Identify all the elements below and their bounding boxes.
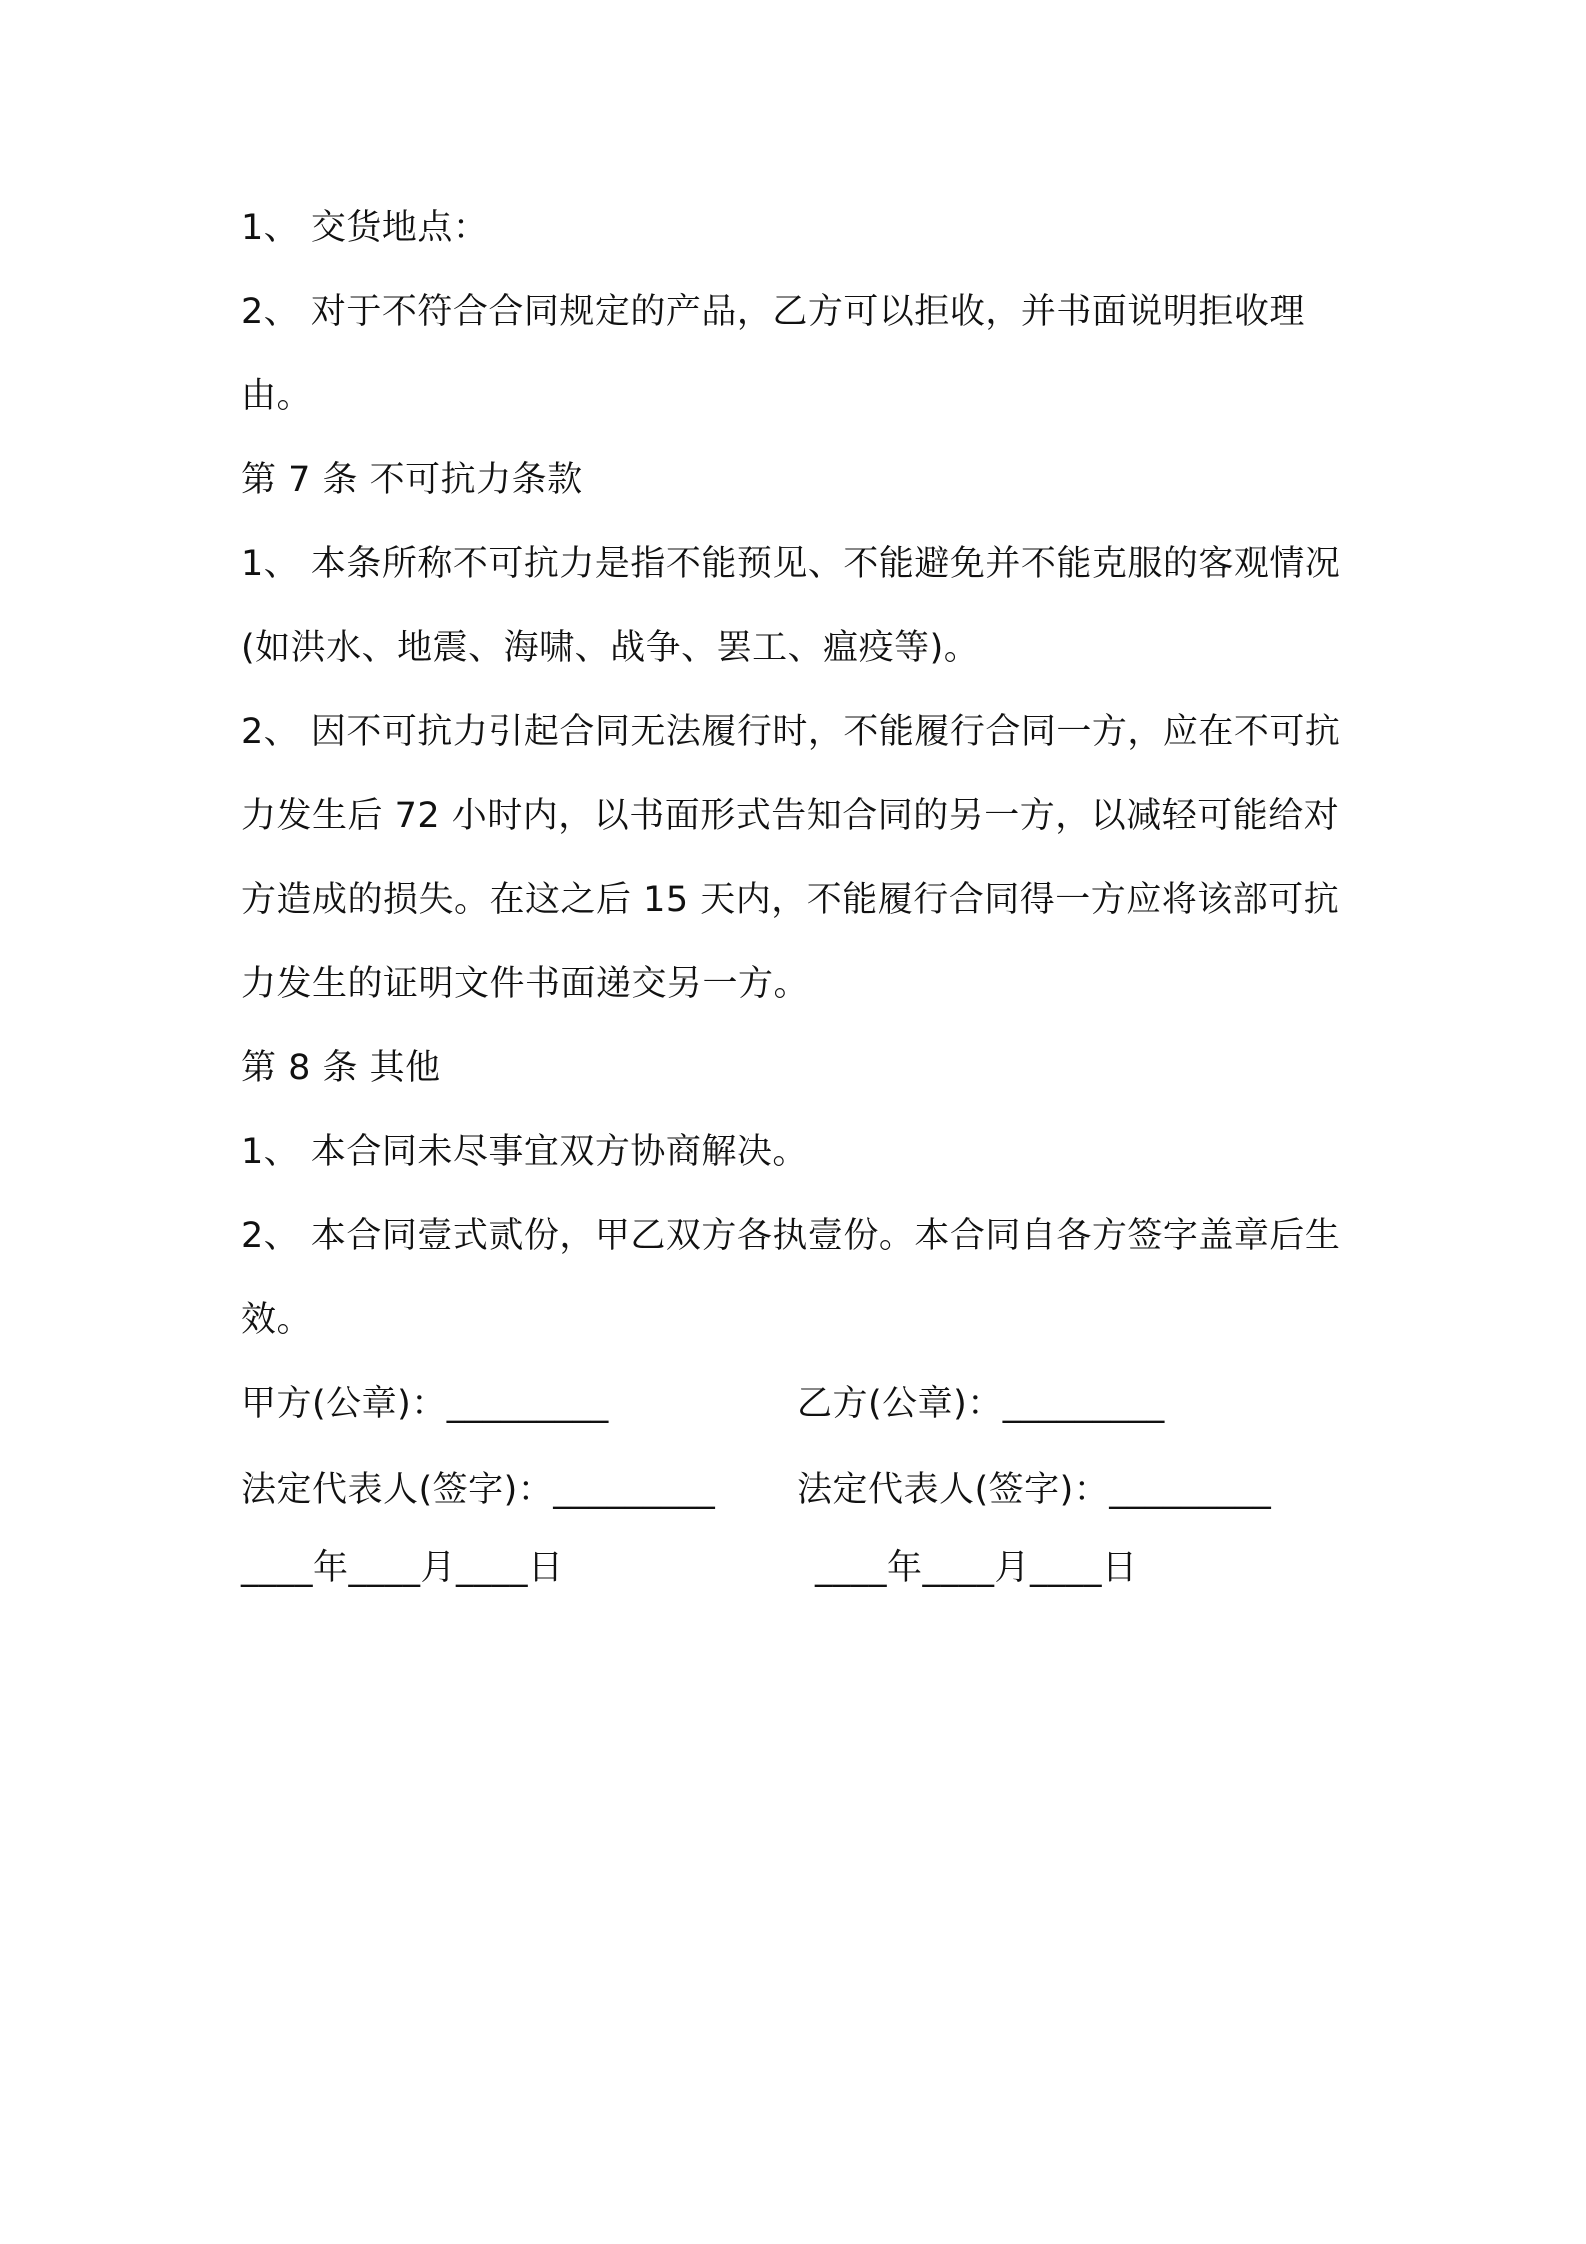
force-majeure-notice: 2、 因不可抗力引起合同无法履行时，不能履行合同一方，应在不可抗力发生后 72 小时内，以书面形式告知合同的另一方，以减轻可能给对方造成的损失。在这之后 15 天内，不能履行合同得一方应将该部可抗力发生的证明文件书面递交另一方。 xyxy=(241,712,1341,1004)
party-a-date-line: ____年____月____日 xyxy=(241,1548,564,1588)
party-b-representative-line: 法定代表人(签字)：_________ xyxy=(797,1470,1272,1510)
delivery-location-item: 1、 交货地点： xyxy=(241,208,489,248)
reject-item: 2、 对于不符合合同规定的产品，乙方可以拒收，并书面说明拒收理由。 xyxy=(241,292,1305,416)
copies-effective-item: 2、 本合同壹式贰份，甲乙双方各执壹份。本合同自各方签字盖章后生效。 xyxy=(241,1216,1341,1340)
force-majeure-definition: 1、 本条所称不可抗力是指不能预见、不能避免并不能克服的客观情况(如洪水、地震、海啸、战争、罢工、瘟疫等)。 xyxy=(241,544,1341,668)
article-8-title: 第 8 条 其他 xyxy=(241,1048,441,1088)
party-a-seal-line: 甲方(公章)：_________ xyxy=(241,1384,609,1424)
party-b-date-line: ____年____月____日 xyxy=(815,1548,1138,1588)
article-7-title: 第 7 条 不可抗力条款 xyxy=(241,460,583,500)
party-b-seal-line: 乙方(公章)：_________ xyxy=(797,1384,1165,1424)
party-a-representative-line: 法定代表人(签字)：_________ xyxy=(241,1470,716,1510)
unresolved-matters-item: 1、 本合同未尽事宜双方协商解决。 xyxy=(241,1132,808,1172)
